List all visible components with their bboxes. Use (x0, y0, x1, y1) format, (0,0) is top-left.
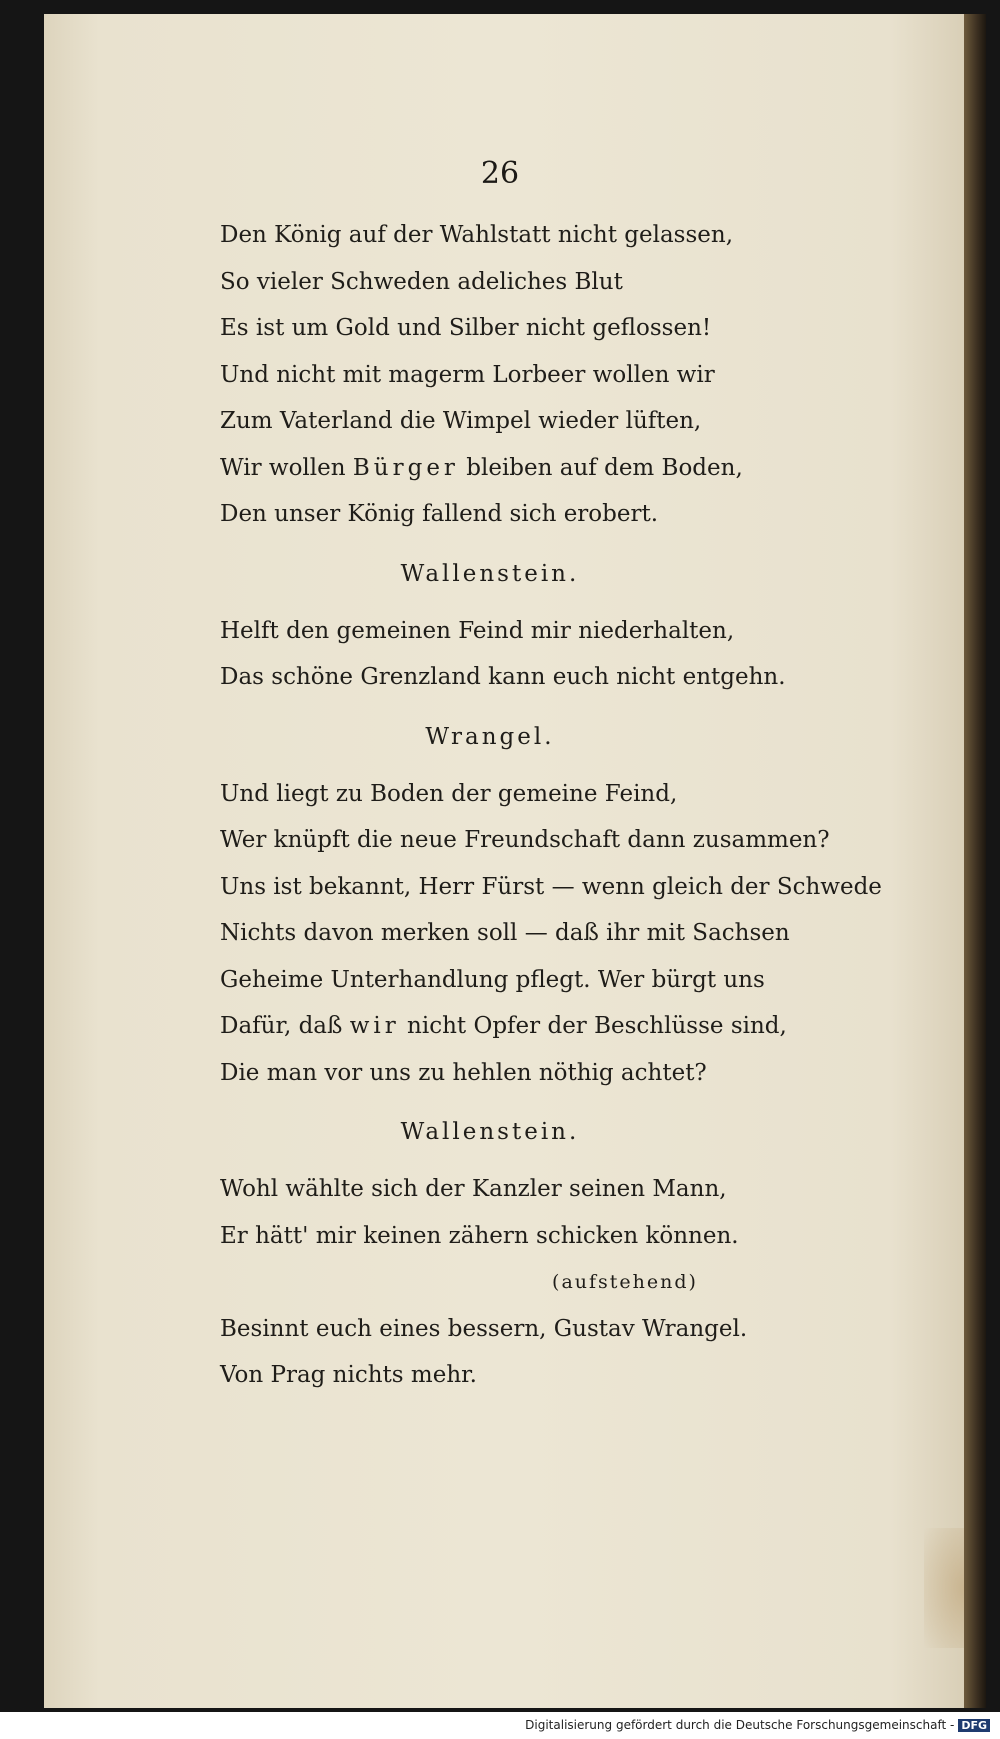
verse-line: Den unser König fallend sich erobert. (220, 501, 659, 527)
speaker-name: Wrangel. (425, 723, 555, 750)
stage-direction: (aufstehend) (552, 1271, 698, 1293)
verse-line: Zum Vaterland die Wimpel wieder lüften, (220, 408, 702, 434)
verse-line: Das schöne Grenzland kann euch nicht entgehn. (220, 664, 786, 690)
verse-line: Nichts davon merken soll — daß ihr mit Sachsen (220, 920, 790, 946)
verse-line: Von Prag nichts mehr. (220, 1362, 477, 1388)
verse-line: Geheime Unterhandlung pflegt. Wer bürgt uns (220, 966, 765, 993)
verse-line: So vieler Schweden adeliches Blut (220, 268, 623, 295)
verse-line: Und nicht mit magerm Lorbeer wollen wir (220, 361, 715, 388)
verse-line (220, 445, 910, 492)
verse-line: Wohl wählte sich der Kanzler seinen Mann, (220, 1176, 727, 1202)
verse-line: Wer knüpft die neue Freundschaft dann zusammen? (220, 827, 830, 853)
speaker-name: Wallenstein. (400, 1119, 580, 1145)
verse-line: Den König auf der Wahlstatt nicht gelassen, (220, 222, 734, 248)
verse-line: Besinnt euch eines bessern, Gustav Wrangel. (220, 1315, 748, 1342)
verse-line: Er hätt' mir keinen zähern schicken können. (220, 1222, 739, 1249)
verse-line: Uns ist bekannt, Herr Fürst — wenn gleich der Schwede (220, 873, 882, 900)
emphasized-word: wir (349, 1013, 400, 1039)
verse-text-part: Wir wollen (220, 454, 353, 481)
verse-line: Die man vor uns zu hehlen nöthig achtet? (220, 1059, 707, 1086)
page-edge (964, 14, 986, 1708)
dfg-logo: DFG (958, 1719, 990, 1732)
speaker-name: Wallenstein. (400, 560, 580, 587)
verse-text (220, 212, 910, 1399)
emphasized-word: Bürger (352, 454, 459, 481)
verse-line: Und liegt zu Boden der gemeine Feind, (220, 780, 678, 807)
page-number: 26 (480, 156, 520, 191)
verse-text-part: nicht Opfer der Beschlüsse sind, (399, 1013, 787, 1039)
verse-line: Helft den gemeinen Feind mir niederhalten, (220, 617, 735, 644)
page-stain (924, 1528, 964, 1648)
verse-text-part: bleiben auf dem Boden, (458, 454, 743, 481)
verse-line: Es ist um Gold und Silber nicht geflossen! (220, 315, 712, 341)
verse-text-part: Dafür, daß (220, 1013, 350, 1039)
verse-line (220, 1003, 910, 1050)
credit-text: Digitalisierung gefördert durch die Deutsche Forschungsgemeinschaft - (525, 1718, 955, 1732)
digitization-credit (525, 1718, 990, 1732)
